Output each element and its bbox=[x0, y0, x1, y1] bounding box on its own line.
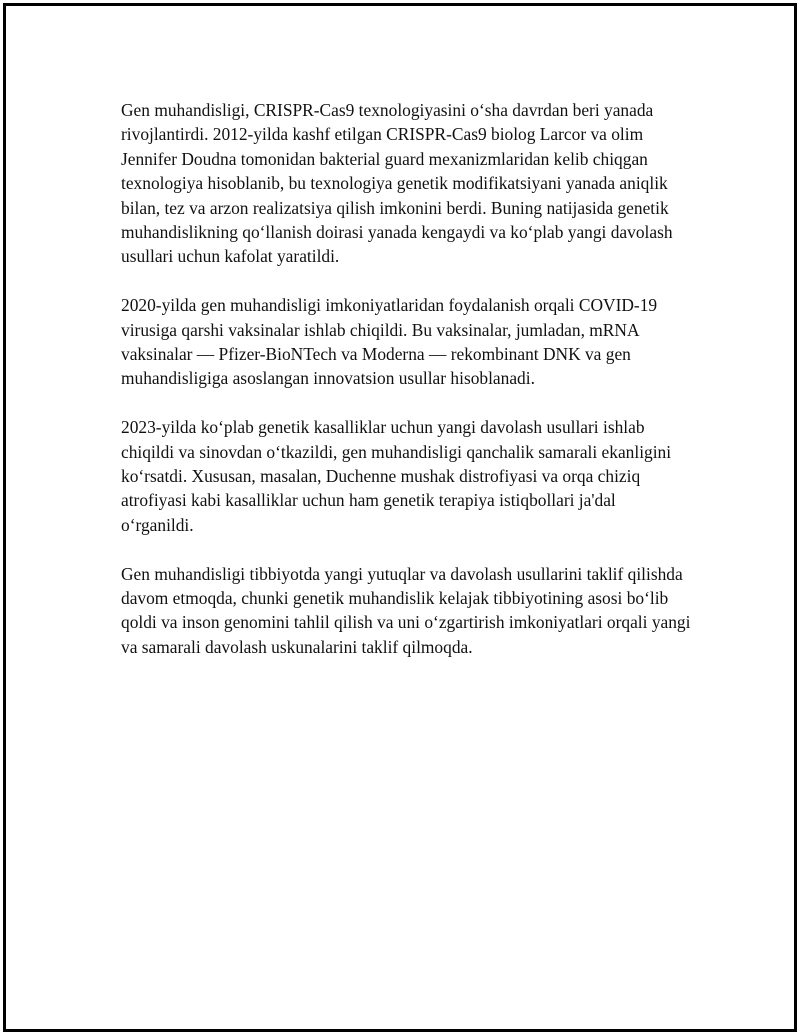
paragraph-genetic-therapies: 2023-yilda koʻplab genetik kasalliklar uchun yangi davolash usullari ishlab chiqildi va sinovdan oʻtkazildi, gen muhandisligi qanchalik samarali ekanligini koʻrsatdi. Xususan, masalan, Duchenne mushak distrofiyasi va orqa chiziq atrofiyasi kabi kasalliklar uchun ham genetik terapiya istiqbollari ja'dal oʻrganildi. bbox=[121, 417, 672, 535]
page-frame bbox=[3, 3, 797, 1032]
document-body bbox=[121, 98, 691, 684]
paragraph-covid-vaccines: 2020-yilda gen muhandisligi imkoniyatlaridan foydalanish orqali COVID-19 virusiga qarshi vaksinalar ishlab chiqildi. Bu vaksinalar, jumladan, mRNA vaksinalar — Pfizer-BioNTech va Moderna — rekombinant DNK va gen muhandisligiga asoslangan innovatsion usullar hisoblanadi. bbox=[121, 295, 658, 389]
paragraph-conclusion: Gen muhandisligi tibbiyotda yangi yutuqlar va davolash usullarini taklif qilishda davom etmoqda, chunki genetik muhandislik kelajak tibbiyotining asosi boʻlib qoldi va inson genomini tahlil qilish va uni oʻzgartirish imkoniyatlari orqali yangi va samarali davolash uskunalarini taklif qilmoqda. bbox=[121, 563, 691, 657]
paragraph-crispr: Gen muhandisligi, CRISPR-Cas9 texnologiyasini oʻsha davrdan beri yanada rivojlantirdi. 2012-yilda kashf etilgan CRISPR-Cas9 biolog Larcor va olim Jennifer Doudna tomonidan bakterial guard mexanizmlaridan kelib chiqgan texnologiya hisoblanib, bu texnologiya genetik modifikatsiyani yanada aniqlik bilan, tez va arzon realizatsiya qilish imkonini berdi. Buning natijasida genetik muhandislikning qoʻllanish doirasi yanada kengaydi va koʻplab yangi davolash usullari uchun kafolat yaratildi. bbox=[121, 100, 673, 267]
